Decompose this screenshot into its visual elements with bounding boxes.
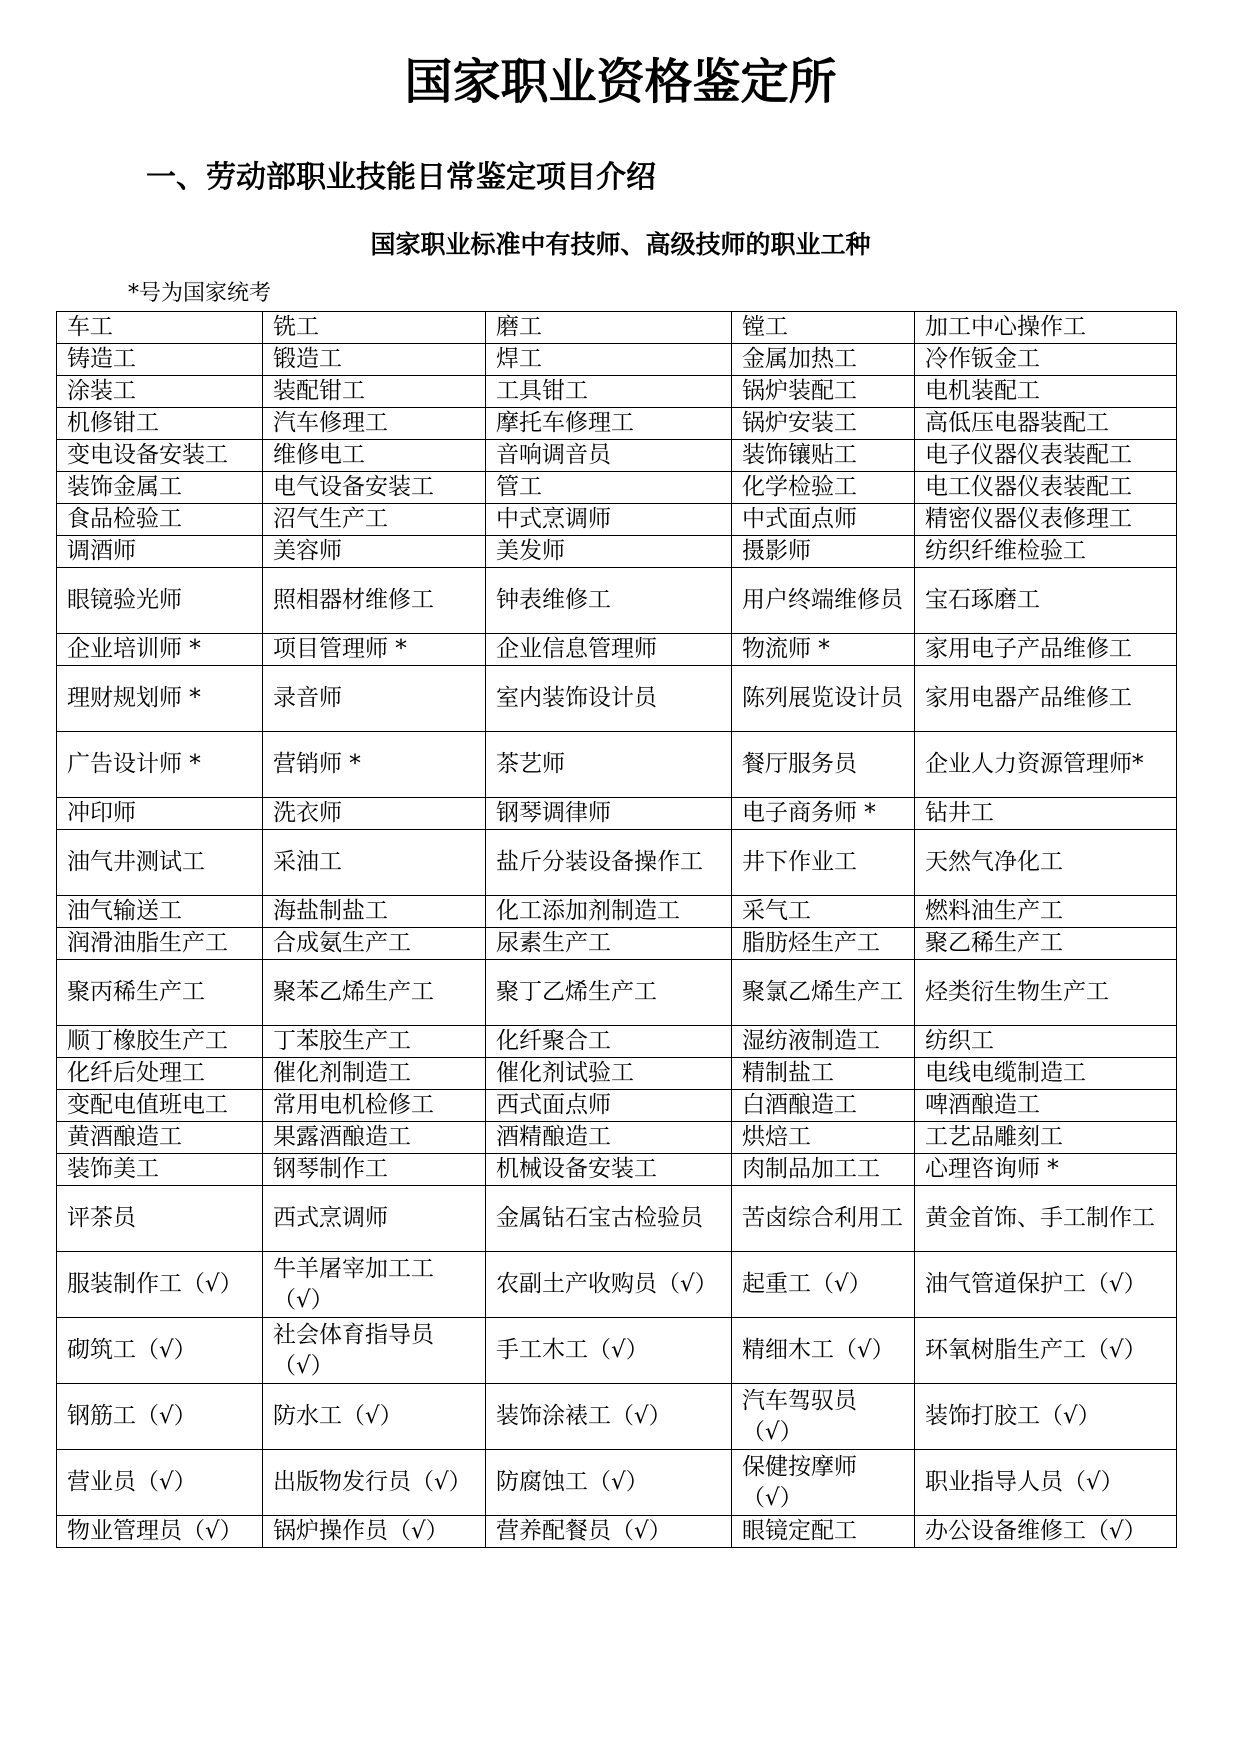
- occupation-cell: 聚氯乙烯生产工: [732, 960, 915, 1026]
- occupation-cell: 变电设备安装工: [57, 440, 263, 472]
- occupation-cell: 洗衣师: [263, 798, 486, 830]
- occupation-cell: 物流师 *: [732, 634, 915, 666]
- exam-note: *号为国家统考: [128, 281, 272, 306]
- occupation-cell: 社会体育指导员（√）: [263, 1318, 486, 1384]
- occupation-cell: 常用电机检修工: [263, 1090, 486, 1122]
- table-row: [57, 1252, 1177, 1318]
- table-row: [57, 1318, 1177, 1384]
- occupation-cell: 管工: [486, 472, 732, 504]
- occupation-cell: 酒精酿造工: [486, 1122, 732, 1154]
- occupation-cell: 家用电器产品维修工: [915, 666, 1177, 732]
- occupation-cell: 砌筑工（√）: [57, 1318, 263, 1384]
- occupation-cell: 顺丁橡胶生产工: [57, 1026, 263, 1058]
- table-row: [57, 830, 1177, 896]
- occupation-cell: 冲印师: [57, 798, 263, 830]
- occupation-cell: 广告设计师 *: [57, 732, 263, 798]
- occupation-cell: 燃料油生产工: [915, 896, 1177, 928]
- occupation-cell: 手工木工（√）: [486, 1318, 732, 1384]
- occupation-cell: 聚苯乙烯生产工: [263, 960, 486, 1026]
- table-row: [57, 1516, 1177, 1548]
- occupation-cell: 井下作业工: [732, 830, 915, 896]
- occupation-cell: 心理咨询师 *: [915, 1154, 1177, 1186]
- occupation-cell: 采油工: [263, 830, 486, 896]
- occupation-cell: 钢筋工（√）: [57, 1384, 263, 1450]
- occupation-cell: 烃类衍生物生产工: [915, 960, 1177, 1026]
- occupation-cell: 工具钳工: [486, 376, 732, 408]
- occupation-cell: 调酒师: [57, 536, 263, 568]
- occupation-cell: 企业信息管理师: [486, 634, 732, 666]
- occupation-cell: 服装制作工（√）: [57, 1252, 263, 1318]
- occupation-cell: 黄金首饰、手工制作工: [915, 1186, 1177, 1252]
- occupation-cell: 涂装工: [57, 376, 263, 408]
- occupation-cell: 防腐蚀工（√）: [486, 1450, 732, 1516]
- occupation-cell: 营业员（√）: [57, 1450, 263, 1516]
- table-row: [57, 344, 1177, 376]
- occupation-cell: 环氧树脂生产工（√）: [915, 1318, 1177, 1384]
- occupation-cell: 陈列展览设计员: [732, 666, 915, 732]
- table-row: [57, 1090, 1177, 1122]
- occupation-cell: 电线电缆制造工: [915, 1058, 1177, 1090]
- occupation-cell: 聚乙稀生产工: [915, 928, 1177, 960]
- occupation-cell: 车工: [57, 312, 263, 344]
- occupation-cell: 果露酒酿造工: [263, 1122, 486, 1154]
- occupation-cell: 项目管理师 *: [263, 634, 486, 666]
- occupation-cell: 啤酒酿造工: [915, 1090, 1177, 1122]
- occupation-cell: 锅炉安装工: [732, 408, 915, 440]
- occupation-cell: 聚丁乙烯生产工: [486, 960, 732, 1026]
- occupation-cell: 精密仪器仪表修理工: [915, 504, 1177, 536]
- occupation-cell: 合成氨生产工: [263, 928, 486, 960]
- table-row: [57, 1384, 1177, 1450]
- occupation-cell: 湿纺液制造工: [732, 1026, 915, 1058]
- occupation-cell: 钢琴制作工: [263, 1154, 486, 1186]
- occupation-cell: 美发师: [486, 536, 732, 568]
- occupation-table: [56, 311, 1177, 1548]
- occupation-cell: 金属钻石宝古检验员: [486, 1186, 732, 1252]
- occupation-cell: 催化剂试验工: [486, 1058, 732, 1090]
- occupation-cell: 汽车驾驭员（√）: [732, 1384, 915, 1450]
- occupation-cell: 烘焙工: [732, 1122, 915, 1154]
- occupation-cell: 锅炉操作员（√）: [263, 1516, 486, 1548]
- occupation-cell: 摩托车修理工: [486, 408, 732, 440]
- table-row: [57, 928, 1177, 960]
- occupation-cell: 职业指导人员（√）: [915, 1450, 1177, 1516]
- table-row: [57, 568, 1177, 634]
- occupation-cell: 机修钳工: [57, 408, 263, 440]
- table-row: [57, 376, 1177, 408]
- occupation-cell: 黄酒酿造工: [57, 1122, 263, 1154]
- occupation-cell: 农副土产收购员（√）: [486, 1252, 732, 1318]
- table-row: [57, 798, 1177, 830]
- occupation-cell: 肉制品加工工: [732, 1154, 915, 1186]
- table-row: [57, 634, 1177, 666]
- occupation-cell: 采气工: [732, 896, 915, 928]
- occupation-cell: 油气管道保护工（√）: [915, 1252, 1177, 1318]
- occupation-cell: 企业培训师 *: [57, 634, 263, 666]
- occupation-cell: 物业管理员（√）: [57, 1516, 263, 1548]
- occupation-cell: 工艺品雕刻工: [915, 1122, 1177, 1154]
- occupation-cell: 机械设备安装工: [486, 1154, 732, 1186]
- occupation-cell: 茶艺师: [486, 732, 732, 798]
- occupation-cell: 起重工（√）: [732, 1252, 915, 1318]
- occupation-cell: 磨工: [486, 312, 732, 344]
- occupation-cell: 防水工（√）: [263, 1384, 486, 1450]
- section-heading: 一、劳动部职业技能日常鉴定项目介绍: [146, 160, 656, 195]
- occupation-cell: 牛羊屠宰加工工（√）: [263, 1252, 486, 1318]
- occupation-cell: 纺织纤维检验工: [915, 536, 1177, 568]
- occupation-cell: 化纤聚合工: [486, 1026, 732, 1058]
- occupation-cell: 装饰金属工: [57, 472, 263, 504]
- occupation-cell: 装饰镶贴工: [732, 440, 915, 472]
- occupation-cell: 评茶员: [57, 1186, 263, 1252]
- table-subtitle: 国家职业标准中有技师、高级技师的职业工种: [370, 230, 871, 259]
- table-row: [57, 1026, 1177, 1058]
- occupation-cell: 锅炉装配工: [732, 376, 915, 408]
- occupation-cell: 盐斤分装设备操作工: [486, 830, 732, 896]
- occupation-cell: 冷作钣金工: [915, 344, 1177, 376]
- occupation-cell: 装饰打胶工（√）: [915, 1384, 1177, 1450]
- occupation-cell: 尿素生产工: [486, 928, 732, 960]
- occupation-cell: 催化剂制造工: [263, 1058, 486, 1090]
- table-row: [57, 1450, 1177, 1516]
- occupation-cell: 照相器材维修工: [263, 568, 486, 634]
- table-row: [57, 312, 1177, 344]
- occupation-cell: 营销师 *: [263, 732, 486, 798]
- occupation-cell: 苦卤综合利用工: [732, 1186, 915, 1252]
- occupation-cell: 眼镜定配工: [732, 1516, 915, 1548]
- occupation-cell: 美容师: [263, 536, 486, 568]
- occupation-cell: 聚丙稀生产工: [57, 960, 263, 1026]
- occupation-cell: 西式烹调师: [263, 1186, 486, 1252]
- occupation-cell: 装配钳工: [263, 376, 486, 408]
- occupation-cell: 高低压电器装配工: [915, 408, 1177, 440]
- occupation-cell: 精细木工（√）: [732, 1318, 915, 1384]
- document-title: 国家职业资格鉴定所: [404, 54, 837, 110]
- table-row: [57, 408, 1177, 440]
- occupation-cell: 用户终端维修员: [732, 568, 915, 634]
- table-row: [57, 1058, 1177, 1090]
- table-row: [57, 536, 1177, 568]
- occupation-cell: 钟表维修工: [486, 568, 732, 634]
- table-row: [57, 1186, 1177, 1252]
- occupation-cell: 天然气净化工: [915, 830, 1177, 896]
- occupation-cell: 脂肪烃生产工: [732, 928, 915, 960]
- table-row: [57, 504, 1177, 536]
- occupation-cell: 纺织工: [915, 1026, 1177, 1058]
- table-row: [57, 440, 1177, 472]
- occupation-cell: 丁苯胶生产工: [263, 1026, 486, 1058]
- occupation-cell: 精制盐工: [732, 1058, 915, 1090]
- occupation-cell: 化学检验工: [732, 472, 915, 504]
- occupation-cell: 白酒酿造工: [732, 1090, 915, 1122]
- occupation-cell: 音响调音员: [486, 440, 732, 472]
- occupation-cell: 摄影师: [732, 536, 915, 568]
- occupation-cell: 锻造工: [263, 344, 486, 376]
- occupation-cell: 铣工: [263, 312, 486, 344]
- occupation-cell: 眼镜验光师: [57, 568, 263, 634]
- occupation-cell: 钻井工: [915, 798, 1177, 830]
- table-row: [57, 472, 1177, 504]
- occupation-cell: 装饰涂裱工（√）: [486, 1384, 732, 1450]
- occupation-cell: 室内装饰设计员: [486, 666, 732, 732]
- occupation-cell: 化工添加剂制造工: [486, 896, 732, 928]
- occupation-cell: 润滑油脂生产工: [57, 928, 263, 960]
- table-row: [57, 896, 1177, 928]
- occupation-cell: 金属加热工: [732, 344, 915, 376]
- occupation-cell: 办公设备维修工（√）: [915, 1516, 1177, 1548]
- occupation-cell: 维修电工: [263, 440, 486, 472]
- occupation-cell: 沼气生产工: [263, 504, 486, 536]
- occupation-cell: 装饰美工: [57, 1154, 263, 1186]
- occupation-cell: 加工中心操作工: [915, 312, 1177, 344]
- occupation-cell: 电机装配工: [915, 376, 1177, 408]
- table-row: [57, 960, 1177, 1026]
- table-row: [57, 1122, 1177, 1154]
- occupation-cell: 中式面点师: [732, 504, 915, 536]
- occupation-cell: 西式面点师: [486, 1090, 732, 1122]
- occupation-cell: 宝石琢磨工: [915, 568, 1177, 634]
- occupation-cell: 电工仪器仪表装配工: [915, 472, 1177, 504]
- occupation-cell: 企业人力资源管理师*: [915, 732, 1177, 798]
- occupation-cell: 电子商务师 *: [732, 798, 915, 830]
- occupation-cell: 餐厅服务员: [732, 732, 915, 798]
- occupation-cell: 录音师: [263, 666, 486, 732]
- occupation-cell: 镗工: [732, 312, 915, 344]
- occupation-cell: 电子仪器仪表装配工: [915, 440, 1177, 472]
- occupation-cell: 油气井测试工: [57, 830, 263, 896]
- occupation-cell: 出版物发行员（√）: [263, 1450, 486, 1516]
- occupation-cell: 汽车修理工: [263, 408, 486, 440]
- occupation-cell: 海盐制盐工: [263, 896, 486, 928]
- occupation-cell: 理财规划师 *: [57, 666, 263, 732]
- occupation-cell: 营养配餐员（√）: [486, 1516, 732, 1548]
- table-row: [57, 1154, 1177, 1186]
- table-row: [57, 732, 1177, 798]
- table-row: [57, 666, 1177, 732]
- occupation-cell: 油气输送工: [57, 896, 263, 928]
- occupation-cell: 食品检验工: [57, 504, 263, 536]
- occupation-cell: 保健按摩师（√）: [732, 1450, 915, 1516]
- occupation-cell: 变配电值班电工: [57, 1090, 263, 1122]
- occupation-table-body: [57, 312, 1177, 1548]
- occupation-cell: 家用电子产品维修工: [915, 634, 1177, 666]
- occupation-cell: 铸造工: [57, 344, 263, 376]
- occupation-cell: 钢琴调律师: [486, 798, 732, 830]
- occupation-cell: 电气设备安装工: [263, 472, 486, 504]
- occupation-cell: 焊工: [486, 344, 732, 376]
- occupation-cell: 中式烹调师: [486, 504, 732, 536]
- occupation-cell: 化纤后处理工: [57, 1058, 263, 1090]
